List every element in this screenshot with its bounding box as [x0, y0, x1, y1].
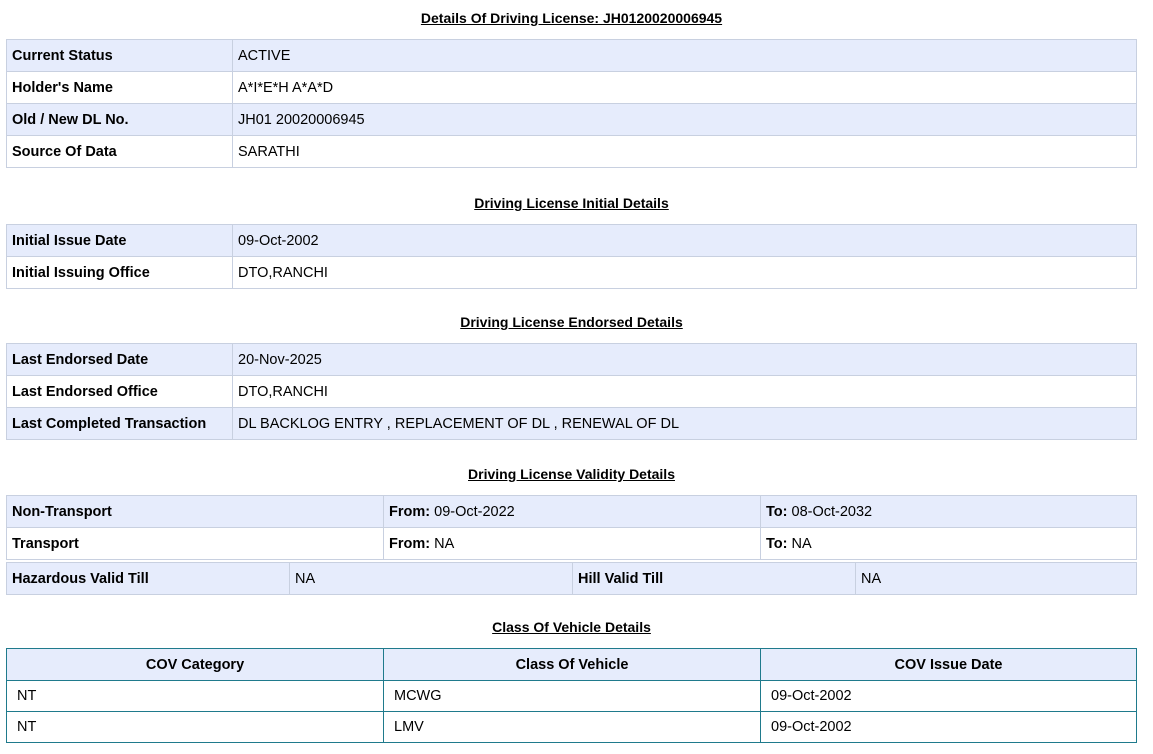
non-transport-to-cell	[761, 496, 1137, 528]
transport-from-value: NA	[434, 535, 455, 552]
table-row	[7, 225, 1137, 257]
cov-issue-date-cell: 09-Oct-2002	[761, 712, 1137, 743]
table-row	[7, 528, 1137, 560]
table-row	[7, 496, 1137, 528]
source-of-data-value: SARATHI	[233, 136, 1137, 168]
initial-issue-date-label: Initial Issue Date	[7, 225, 233, 257]
table-row	[7, 72, 1137, 104]
hazardous-hill-table	[6, 562, 1137, 595]
initial-issuing-office-value: DTO,RANCHI	[233, 257, 1137, 289]
class-of-vehicle-header: Class Of Vehicle	[384, 649, 761, 681]
table-row	[7, 344, 1137, 376]
initial-issue-date-value: 09-Oct-2002	[233, 225, 1137, 257]
table-row	[7, 136, 1137, 168]
cov-details-title: Class Of Vehicle Details	[492, 619, 651, 635]
dl-no-value: JH01 20020006945	[233, 104, 1137, 136]
table-row	[7, 681, 1137, 712]
dl-no-label: Old / New DL No.	[7, 104, 233, 136]
initial-issuing-office-label: Initial Issuing Office	[7, 257, 233, 289]
from-label: From:	[389, 535, 431, 552]
transport-from-cell	[384, 528, 761, 560]
cov-issue-date-header: COV Issue Date	[761, 649, 1137, 681]
last-endorsed-office-label: Last Endorsed Office	[7, 376, 233, 408]
last-endorsed-date-value: 20-Nov-2025	[233, 344, 1137, 376]
current-status-label: Current Status	[7, 40, 233, 72]
cov-table	[6, 648, 1137, 743]
page-title-prefix: Details Of Driving License:	[420, 10, 603, 26]
transport-label: Transport	[7, 528, 384, 560]
initial-details-title: Driving License Initial Details	[474, 195, 669, 211]
cov-category-header: COV Category	[7, 649, 384, 681]
cov-issue-date-cell: 09-Oct-2002	[761, 681, 1137, 712]
current-status-value: ACTIVE	[233, 40, 1137, 72]
table-row	[7, 408, 1137, 440]
table-row	[7, 257, 1137, 289]
cov-category-cell: NT	[7, 712, 384, 743]
last-endorsed-office-value: DTO,RANCHI	[233, 376, 1137, 408]
last-endorsed-date-label: Last Endorsed Date	[7, 344, 233, 376]
hill-valid-till-value: NA	[856, 563, 1137, 595]
holder-name-label: Holder's Name	[7, 72, 233, 104]
non-transport-to-value: 08-Oct-2032	[791, 503, 873, 520]
non-transport-from-cell	[384, 496, 761, 528]
from-label: From:	[389, 503, 431, 520]
table-row	[7, 376, 1137, 408]
source-of-data-label: Source Of Data	[7, 136, 233, 168]
non-transport-from-value: 09-Oct-2022	[434, 503, 515, 520]
validity-table	[6, 495, 1137, 560]
transport-to-value: NA	[791, 535, 812, 552]
table-row	[7, 40, 1137, 72]
cov-header-row	[7, 649, 1137, 681]
table-row	[7, 563, 1137, 595]
endorsed-details-title: Driving License Endorsed Details	[460, 314, 683, 330]
cov-category-cell: NT	[7, 681, 384, 712]
hill-valid-till-label: Hill Valid Till	[573, 563, 856, 595]
holder-name-value: A*I*E*H A*A*D	[233, 72, 1137, 104]
class-of-vehicle-cell: MCWG	[384, 681, 761, 712]
page-title	[6, 9, 1137, 27]
to-label: To:	[766, 503, 788, 520]
to-label: To:	[766, 535, 788, 552]
class-of-vehicle-cell: LMV	[384, 712, 761, 743]
last-completed-transaction-label: Last Completed Transaction	[7, 408, 233, 440]
hazardous-valid-till-value: NA	[290, 563, 573, 595]
transport-to-cell	[761, 528, 1137, 560]
table-row	[7, 104, 1137, 136]
validity-details-title: Driving License Validity Details	[468, 466, 675, 482]
summary-table	[6, 39, 1137, 168]
hazardous-valid-till-label: Hazardous Valid Till	[7, 563, 290, 595]
non-transport-label: Non-Transport	[7, 496, 384, 528]
dl-number: JH0120020006945	[602, 10, 723, 26]
endorsed-details-table	[6, 343, 1137, 440]
table-row	[7, 712, 1137, 743]
last-completed-transaction-value: DL BACKLOG ENTRY , REPLACEMENT OF DL , RENEWAL OF DL	[233, 408, 1137, 440]
initial-details-table	[6, 224, 1137, 289]
